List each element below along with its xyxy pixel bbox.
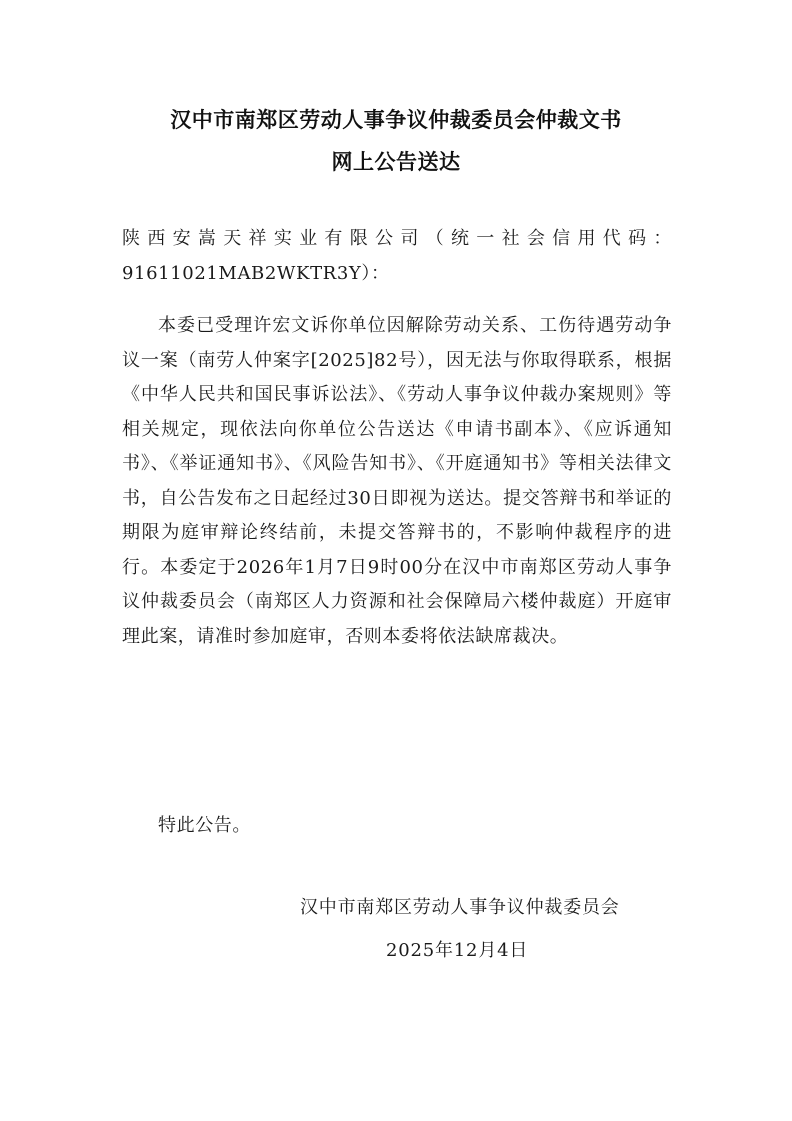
notice-body: 本委已受理许宏文诉你单位因解除劳动关系、工伤待遇劳动争议一案（南劳人仲案字[2025]82号），因无法与你取得联系，根据《中华人民共和国民事诉讼法》、《劳动人事争议仲裁办案规则》等相关规定，现依法向你单位公告送达《申请书副本》、《应诉通知书》、《举证通知书》、《风险告知书》、《开庭通知书》等相关法律文书，自公告发布之日起经过30日即视为送达。提交答辩书和举证的期限为庭审辩论终结前，未提交答辩书的，不影响仲裁程序的进行。本委定于2026年1月7日9时00分在汉中市南郑区劳动人事争议仲裁委员会（南郑区人力资源和社会保障局六楼仲裁庭）开庭审理此案，请准时参加庭审，否则本委将依法缺席裁决。 [122,315,672,647]
document-subtitle: 网上公告送达 [331,150,461,174]
issue-date: 2025年12月4日 [386,940,529,961]
addressee: 陕西安嵩天祥实业有限公司（统一社会信用代码：91611021MAB2WKTR3Y）： [122,228,672,284]
closing-statement: 特此公告。 [158,815,251,836]
document-title: 汉中市南郑区劳动人事争议仲裁委员会仲裁文书 [170,108,622,132]
issuing-organization: 汉中市南郑区劳动人事争议仲裁委员会 [300,897,620,918]
